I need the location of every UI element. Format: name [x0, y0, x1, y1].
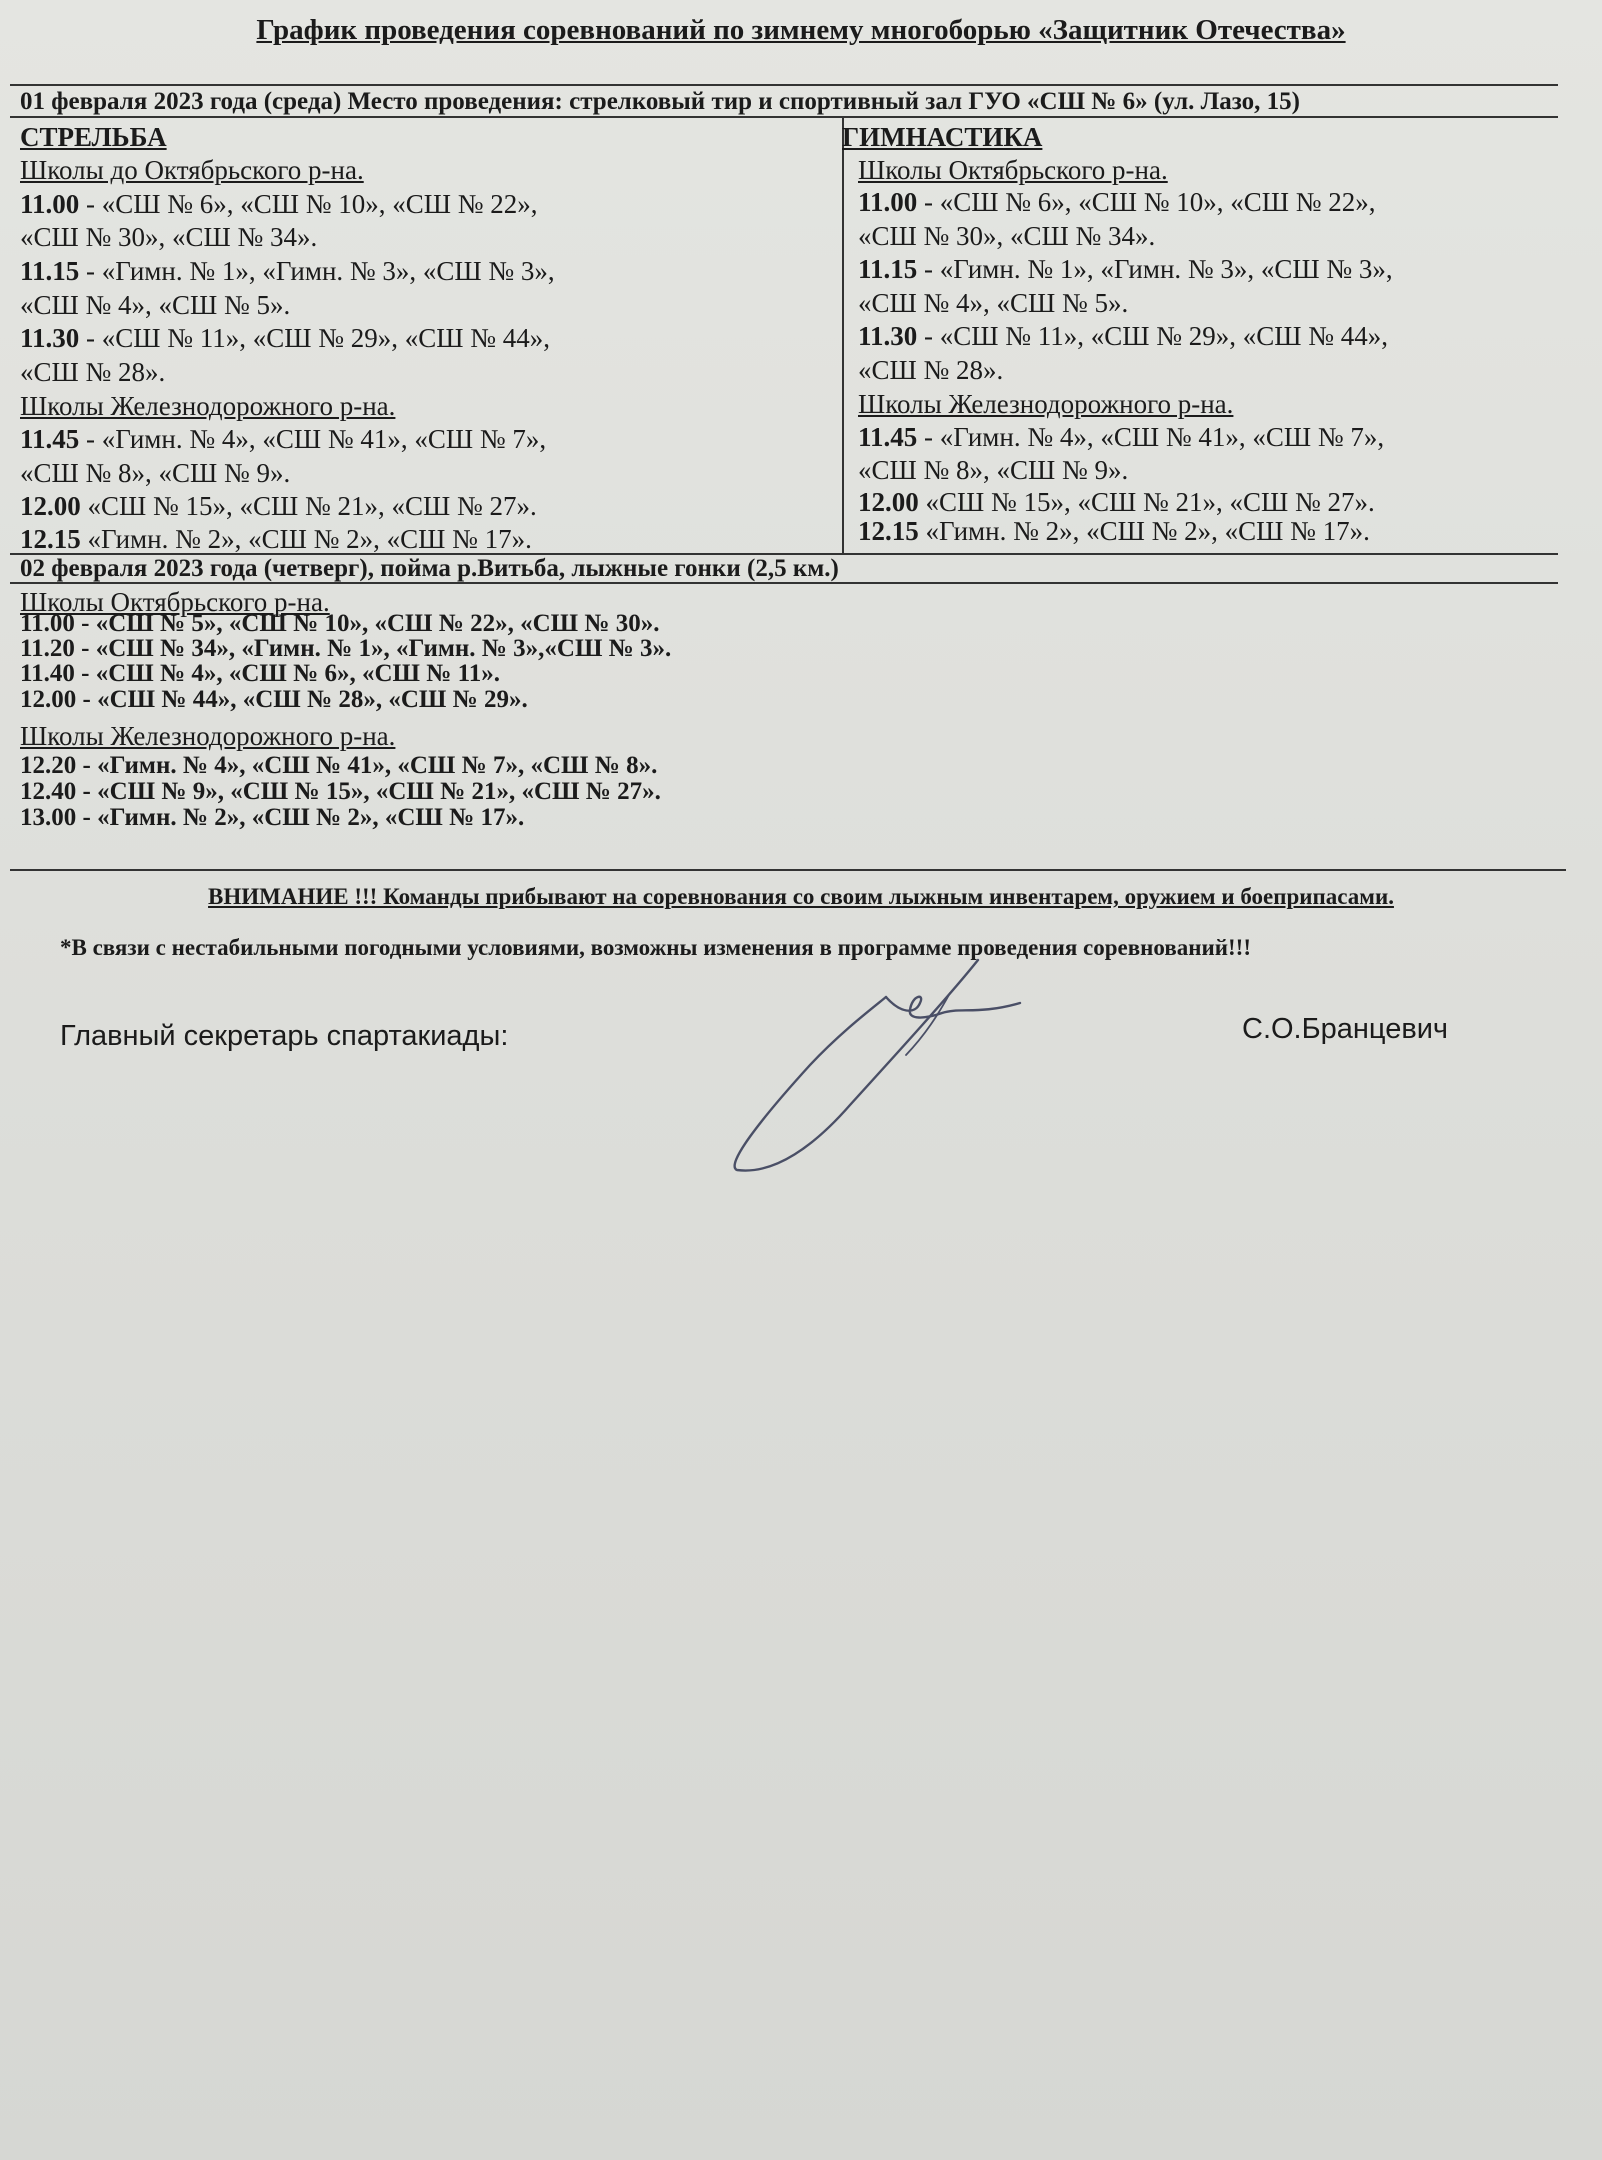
shooting-slot-4 [20, 423, 546, 455]
slot-teams: - «Гимн. № 4», «СШ № 41», «СШ № 7», [79, 424, 547, 454]
shooting-slot-1 [20, 188, 538, 220]
gymnastics-slot-2-cont: «СШ № 4», «СШ № 5». [858, 288, 1129, 318]
day2-header: 02 февраля 2023 года (четверг), пойма р.Витьба, лыжные гонки (2,5 км.) [20, 555, 839, 582]
slot-time: 11.30 [858, 321, 918, 351]
slot-teams: - «СШ № 6», «СШ № 10», «СШ № 22», [917, 187, 1376, 217]
ski-slot-5: 12.20 - «Гимн. № 4», «СШ № 41», «СШ № 7», «СШ № 8». [20, 752, 658, 779]
slot-time: 12.00 [858, 487, 919, 517]
gymnastics-district-oktyabrsky: Школы Октябрьского р-на. [858, 155, 1168, 185]
gymnastics-slot-4-cont: «СШ № 8», «СШ № 9». [858, 455, 1129, 485]
shooting-slot-3 [20, 322, 550, 354]
ski-slot-1: 11.00 - «СШ № 5», «СШ № 10», «СШ № 22», «СШ № 30». [20, 610, 660, 637]
shooting-slot-3-cont: «СШ № 28». [20, 357, 166, 387]
slot-teams: - «Гимн. № 1», «Гимн. № 3», «СШ № 3», [79, 256, 555, 286]
ski-district-zheleznodorozhny: Школы Железнодорожного р-на. [20, 721, 396, 751]
shooting-heading: СТРЕЛЬБА [20, 122, 167, 152]
slot-teams: «СШ № 15», «СШ № 21», «СШ № 27». [918, 487, 1375, 517]
shooting-slot-2 [20, 255, 555, 287]
slot-time: 11.45 [20, 424, 80, 454]
slot-teams: «Гимн. № 2», «СШ № 2», «СШ № 17». [80, 524, 532, 554]
gymnastics-heading: ГИМНАСТИКА [842, 122, 1043, 152]
slot-time: 11.45 [858, 422, 918, 452]
attention-notice: ВНИМАНИЕ !!! Команды прибывают на соревнования со своим лыжным инвентарем, оружием и боеприпасами. [208, 884, 1394, 909]
gymnastics-slot-3 [858, 320, 1388, 352]
day1-header: 01 февраля 2023 года (среда) Место проведения: стрелковый тир и спортивный зал ГУО «СШ № 6» (ул. Лазо, 15) [20, 88, 1300, 115]
slot-teams: - «СШ № 6», «СШ № 10», «СШ № 22», [79, 189, 538, 219]
shooting-slot-2-cont: «СШ № 4», «СШ № 5». [20, 290, 291, 320]
slot-time: 11.30 [20, 323, 80, 353]
table-rule-day1 [10, 116, 1558, 118]
secretary-label: Главный секретарь спартакиады: [60, 1020, 509, 1052]
slot-teams: «Гимн. № 2», «СШ № 2», «СШ № 17». [918, 516, 1370, 546]
slot-teams: - «СШ № 11», «СШ № 29», «СШ № 44», [917, 321, 1389, 351]
shooting-slot-5 [20, 490, 537, 522]
ski-district-oktyabrsky: Школы Октябрьского р-на. [20, 587, 330, 617]
table-top-rule [10, 84, 1558, 86]
shooting-slot-6 [20, 523, 532, 555]
gymnastics-slot-3-cont: «СШ № 28». [858, 355, 1004, 385]
shooting-slot-1-cont: «СШ № 30», «СШ № 34». [20, 222, 318, 252]
shooting-slot-4-cont: «СШ № 8», «СШ № 9». [20, 458, 291, 488]
ski-slot-3: 11.40 - «СШ № 4», «СШ № 6», «СШ № 11». [20, 660, 500, 687]
slot-teams: «СШ № 15», «СШ № 21», «СШ № 27». [80, 491, 537, 521]
ski-slot-7: 13.00 - «Гимн. № 2», «СШ № 2», «СШ № 17». [20, 804, 525, 831]
table-bottom-rule [10, 869, 1566, 871]
weather-note: *В связи с нестабильными погодными условиями, возможны изменения в программе проведения соревнований!!! [60, 935, 1251, 960]
shooting-district-zheleznodorozhny: Школы Железнодорожного р-на. [20, 391, 396, 421]
slot-time: 11.15 [20, 256, 80, 286]
secretary-name: С.О.Бранцевич [1242, 1013, 1449, 1045]
slot-time: 12.15 [20, 524, 81, 554]
gymnastics-slot-2 [858, 253, 1393, 285]
handwritten-signature [720, 955, 1040, 1180]
shooting-district-oktyabrsky: Школы до Октябрьского р-на. [20, 155, 364, 185]
slot-time: 11.00 [858, 187, 918, 217]
slot-time: 11.00 [20, 189, 80, 219]
slot-time: 12.15 [858, 516, 919, 546]
gymnastics-slot-1 [858, 186, 1376, 218]
gymnastics-district-zheleznodorozhny: Школы Железнодорожного р-на. [858, 389, 1234, 419]
slot-teams: - «Гимн. № 1», «Гимн. № 3», «СШ № 3», [917, 254, 1393, 284]
ski-slot-6: 12.40 - «СШ № 9», «СШ № 15», «СШ № 21», «СШ № 27». [20, 778, 661, 805]
ski-slot-4: 12.00 - «СШ № 44», «СШ № 28», «СШ № 29». [20, 686, 528, 713]
slot-time: 11.15 [858, 254, 918, 284]
gymnastics-slot-4 [858, 421, 1384, 453]
gymnastics-slot-5 [858, 486, 1375, 518]
gymnastics-slot-1-cont: «СШ № 30», «СШ № 34». [858, 221, 1156, 251]
column-divider [842, 118, 844, 553]
slot-teams: - «СШ № 11», «СШ № 29», «СШ № 44», [79, 323, 551, 353]
slot-time: 12.00 [20, 491, 81, 521]
slot-teams: - «Гимн. № 4», «СШ № 41», «СШ № 7», [917, 422, 1385, 452]
document-title: График проведения соревнований по зимнему многоборью «Защитник Отечества» [256, 14, 1346, 46]
gymnastics-slot-6 [858, 515, 1370, 547]
ski-slot-2: 11.20 - «СШ № 34», «Гимн. № 1», «Гимн. № 3»,«СШ № 3». [20, 635, 672, 662]
